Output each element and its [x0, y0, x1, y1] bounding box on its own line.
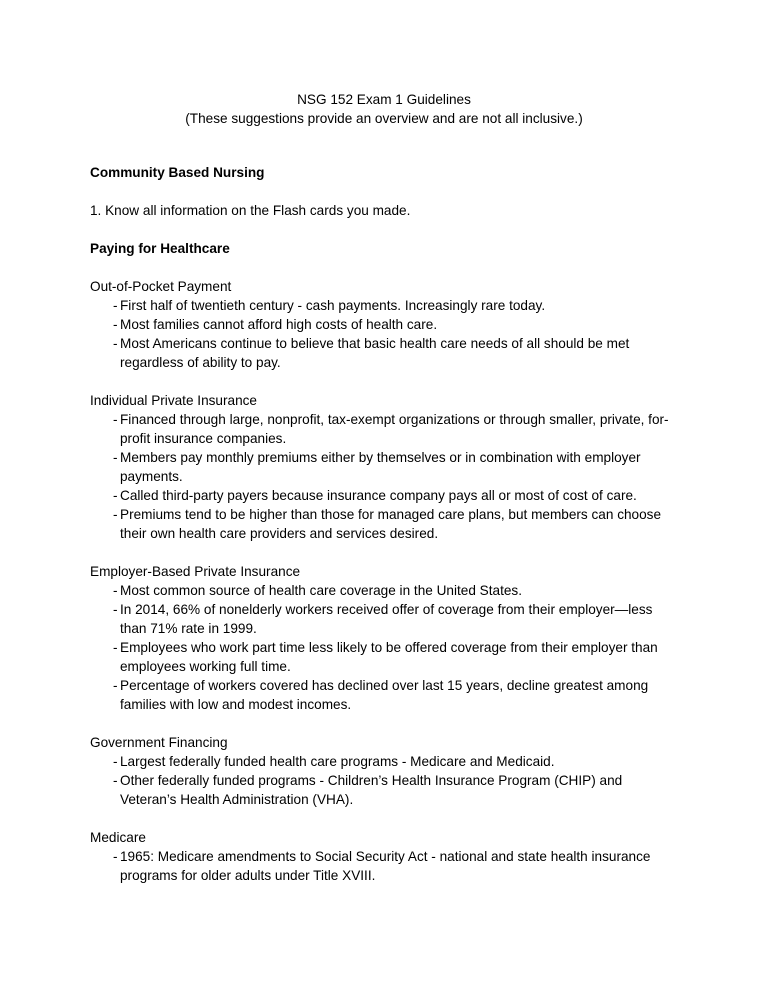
section-out-of-pocket — [90, 277, 680, 372]
section-medicare — [90, 828, 680, 885]
bullet-item: - Called third-party payers because insurance company pays all or most of cost of care. — [90, 486, 680, 505]
bullet-item: - Largest federally funded health care programs - Medicare and Medicaid. — [90, 752, 680, 771]
section-title: Individual Private Insurance — [90, 393, 257, 408]
bullet-item: - Employees who work part time less likely to be offered coverage from their employer than employees working full time. — [90, 638, 680, 676]
bullet-list — [90, 752, 680, 809]
bullet-list — [90, 296, 680, 372]
section-title: Employer-Based Private Insurance — [90, 564, 301, 579]
section-title: Out-of-Pocket Payment — [90, 279, 232, 294]
community-item-1: 1. Know all information on the Flash cards you made. — [90, 203, 411, 218]
bullet-item: - Premiums tend to be higher than those for managed care plans, but members can choose their own health care providers and services desired. — [90, 505, 680, 543]
bullet-item: - Most families cannot afford high costs of health care. — [90, 315, 680, 334]
document-title: NSG 152 Exam 1 Guidelines — [297, 92, 471, 107]
bullet-list — [90, 410, 680, 543]
document-subtitle: (These suggestions provide an overview and are not all inclusive.) — [185, 111, 583, 126]
document-body — [90, 163, 680, 885]
bullet-list — [90, 581, 680, 714]
section-individual-private-insurance — [90, 391, 680, 543]
bullet-item: - Members pay monthly premiums either by themselves or in combination with employer payments. — [90, 448, 680, 486]
bullet-item: - 1965: Medicare amendments to Social Security Act - national and state health insurance programs for older adults under Title XVIII. — [90, 847, 680, 885]
bullet-item: - Other federally funded programs - Children’s Health Insurance Program (CHIP) and Veteran’s Health Administration (VHA). — [90, 771, 680, 809]
section-title: Medicare — [90, 830, 146, 845]
heading-community-based-nursing: Community Based Nursing — [90, 165, 265, 180]
document-title-block — [0, 90, 768, 128]
bullet-item: - First half of twentieth century - cash payments. Increasingly rare today. — [90, 296, 680, 315]
heading-paying-for-healthcare: Paying for Healthcare — [90, 241, 230, 256]
bullet-item: - In 2014, 66% of nonelderly workers received offer of coverage from their employer—less than 71% rate in 1999. — [90, 600, 680, 638]
bullet-item: - Most common source of health care coverage in the United States. — [90, 581, 680, 600]
bullet-list — [90, 847, 680, 885]
section-employer-based-insurance — [90, 562, 680, 714]
section-government-financing — [90, 733, 680, 809]
bullet-item: - Percentage of workers covered has declined over last 15 years, decline greatest among families with low and modest incomes. — [90, 676, 680, 714]
bullet-item: - Financed through large, nonprofit, tax-exempt organizations or through smaller, private, for-profit insurance companies. — [90, 410, 680, 448]
section-title: Government Financing — [90, 735, 228, 750]
bullet-item: - Most Americans continue to believe that basic health care needs of all should be met regardless of ability to pay. — [90, 334, 680, 372]
